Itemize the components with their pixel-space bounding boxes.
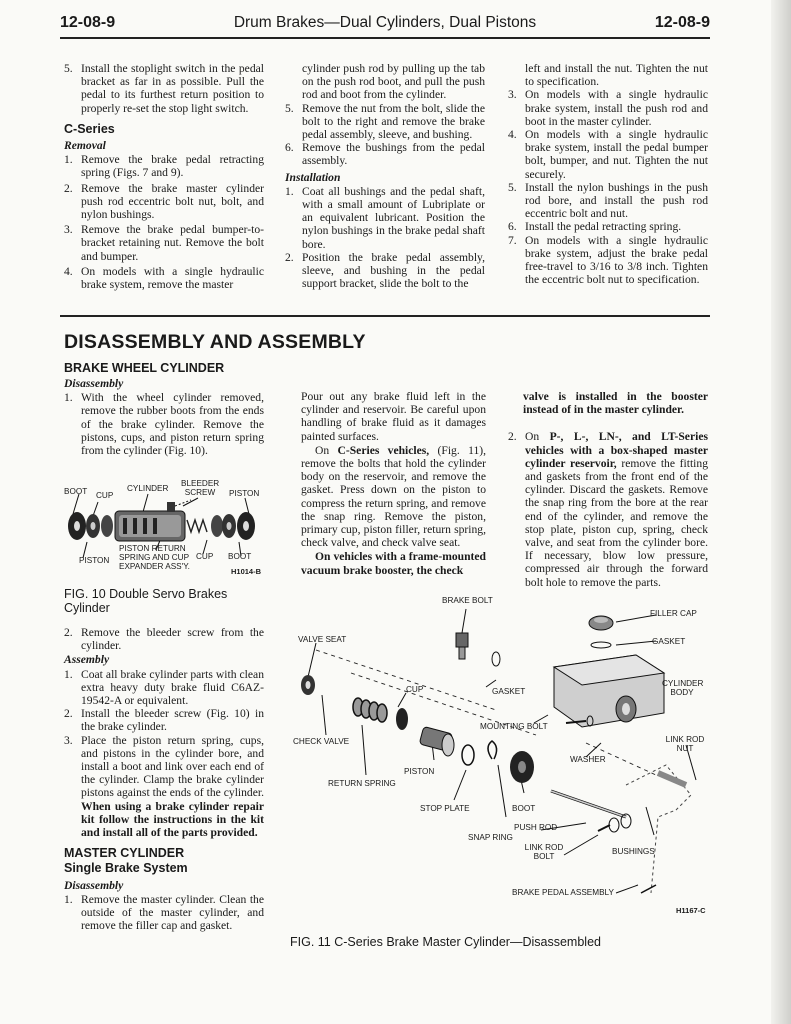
list-item: 5. Remove the nut from the bolt, slide the bolt to the right and remove the brake pedal assembly, sleeve, and bushing. bbox=[285, 101, 485, 142]
list-item: 6. Remove the bushings from the pedal assembly. bbox=[285, 141, 485, 168]
list-item: 1. Remove the master cylinder. Clean the outside of the master cylinder, and remove the filler cap and gasket. bbox=[64, 892, 264, 933]
subsection-heading: C-Series bbox=[64, 121, 115, 136]
list-item: 1. Remove the brake pedal retracting spring (Figs. 7 and 9). bbox=[64, 153, 264, 180]
label-bushings: BUSHINGS bbox=[612, 847, 655, 856]
list-item: 2. Remove the brake master cylinder push rod eccentric bolt nut, bolt, and nylon bushings. bbox=[64, 181, 264, 222]
heading-single-brake-system: Single Brake System bbox=[64, 861, 188, 876]
label-stop-plate: STOP PLATE bbox=[420, 804, 470, 813]
label-boot: BOOT bbox=[228, 552, 252, 561]
label-check-valve: CHECK VALVE bbox=[293, 737, 350, 746]
top-column-1 bbox=[64, 62, 264, 291]
label-gasket: GASKET bbox=[492, 687, 526, 696]
list-item: 3. On models with a single hydraulic brake system, install the push rod and boot in the master cylinder. bbox=[508, 88, 708, 128]
right-column bbox=[508, 390, 708, 589]
label-piston: PISTON bbox=[404, 767, 435, 776]
label-washer: WASHER bbox=[570, 755, 606, 764]
heading-wheel-cylinder: BRAKE WHEEL CYLINDER bbox=[64, 361, 225, 375]
list-item: 2. Position the brake pedal assembly, sleeve, and bushing in the pedal support bracket, slide the bolt to the bbox=[285, 250, 485, 291]
label-bleeder-screw: BLEEDER SCREW bbox=[181, 479, 220, 497]
page-number-right: 12-08-9 bbox=[654, 14, 710, 31]
page-header bbox=[60, 14, 710, 36]
label-cup: CUP bbox=[96, 491, 114, 500]
figure-code: H1014-B bbox=[231, 567, 262, 576]
list-item: 2. On P-, L-, LN-, and LT-Series vehicles with a box-shaped master cylinder reservoir, remove the fitting and gaskets from the front end of the cylinder. Discard the gaskets. Remove the snap ring from the bore at the rear end of the cylinder, and remove the stop plate, piston cup, spring, check valve, and seat from the cylinder bore. If necessary, blow low pressure, compressed air through the forward bolt hole to remove the parts. bbox=[508, 430, 708, 589]
list-item: 3. Remove the brake pedal bumper-to-bracket retaining nut. Remove the bolt and bumper. bbox=[64, 223, 264, 263]
label-filler-cap: FILLER CAP bbox=[650, 609, 697, 618]
figure-11-caption: FIG. 11 C-Series Brake Master Cylinder—Disassembled bbox=[290, 935, 601, 949]
left-column-lower bbox=[64, 626, 264, 932]
top-column-2 bbox=[285, 62, 485, 290]
paragraph: valve is installed in the booster instead of in the master cylinder. bbox=[523, 390, 708, 417]
label-cylinder-body: CYLINDER BODY bbox=[662, 679, 704, 697]
label-cup: CUP bbox=[196, 552, 214, 561]
list-item-continued: left and install the nut. Tighten the nut to specification. bbox=[525, 62, 708, 89]
figure-11-master-cylinder bbox=[286, 595, 716, 925]
left-column-upper bbox=[64, 377, 264, 457]
list-item: 2. Install the bleeder screw (Fig. 10) in the brake cylinder. bbox=[64, 707, 264, 734]
page-edge-shadow bbox=[771, 0, 791, 1024]
subheading-installation: Installation bbox=[285, 170, 341, 184]
subheading-disassembly: Disassembly bbox=[64, 377, 124, 390]
paragraph: On C-Series vehicles, (Fig. 11), remove the bolts that hold the cylinder body on the reservoir, and remove the gasket. Press down on the piston to compress the return spring, and remove the snap ring. Remove the piston, primary cup, piston filler, return spring, check valve, and check valve seat. bbox=[301, 443, 486, 550]
label-link-rod-bolt: LINK ROD BOLT bbox=[524, 843, 564, 861]
label-valve-seat: VALVE SEAT bbox=[298, 635, 347, 644]
list-item: 6. Install the pedal retracting spring. bbox=[508, 220, 682, 234]
section-title: DISASSEMBLY AND ASSEMBLY bbox=[64, 331, 366, 353]
label-return-spring: RETURN SPRING bbox=[328, 779, 396, 788]
list-item: 1. Coat all brake cylinder parts with clean extra heavy duty brake fluid C6AZ-19542-A or equivalent. bbox=[64, 667, 264, 708]
section-rule bbox=[60, 315, 710, 317]
label-brake-pedal-assembly: BRAKE PEDAL ASSEMBLY bbox=[512, 888, 614, 897]
top-column-3 bbox=[508, 62, 708, 286]
label-link-rod-nut: LINK ROD NUT bbox=[665, 735, 705, 753]
figure-10-wheel-cylinder bbox=[63, 476, 268, 586]
subheading-assembly: Assembly bbox=[64, 653, 110, 667]
figure-code: H1167-C bbox=[676, 906, 706, 915]
label-piston: PISTON bbox=[229, 489, 260, 498]
label-cylinder: CYLINDER bbox=[127, 484, 169, 493]
subheading-disassembly: Disassembly bbox=[64, 878, 124, 892]
list-item: 2. Remove the bleeder screw from the cylinder. bbox=[64, 626, 264, 653]
list-item: 1. Coat all bushings and the pedal shaft, with a small amount of Lubriplate or an equivalent lubricant. Position the nylon bushings in the brake pedal shaft bore. bbox=[285, 184, 485, 251]
list-item: 5. Install the nylon bushings in the push rod bore, and install the push rod eccentric bolt and nut. bbox=[508, 180, 708, 221]
subheading-removal: Removal bbox=[64, 139, 106, 153]
header-rule bbox=[60, 37, 710, 39]
label-boot: BOOT bbox=[512, 804, 536, 813]
label-brake-bolt: BRAKE BOLT bbox=[442, 596, 493, 605]
label-gasket: GASKET bbox=[652, 637, 686, 646]
label-cup: CUP bbox=[406, 685, 424, 694]
label-piston: PISTON bbox=[79, 556, 110, 565]
label-mounting-bolt: MOUNTING BOLT bbox=[480, 722, 548, 731]
figure-10-caption: FIG. 10 Double Servo Brakes Cylinder bbox=[64, 587, 228, 615]
paragraph: Pour out any brake fluid left in the cylinder and reservoir. Be careful upon handling of brake fluid as it damages painted surfaces. bbox=[301, 390, 486, 443]
list-item: 7. On models with a single hydraulic brake system, adjust the brake pedal free-travel to 3/16 to 3/8 inch. Tighten the eccentric bolt nut to specification. bbox=[508, 233, 708, 287]
label-boot: BOOT bbox=[64, 487, 88, 496]
list-item: 4. On models with a single hydraulic brake system, install the pedal bumper bolt, bumper, and nut. Tighten the nut securely. bbox=[508, 128, 708, 181]
list-item: 1. With the wheel cylinder removed, remove the rubber boots from the ends of the brake cylinder. Remove the pistons, cups, and piston return spring from the cylinder (Fig. 10). bbox=[64, 391, 264, 458]
header-title: Drum Brakes—Dual Cylinders, Dual Pistons bbox=[233, 14, 537, 31]
paragraph: On vehicles with a frame-mounted vacuum brake booster, the check bbox=[301, 550, 486, 577]
list-item: 3. Place the piston return spring, cups, and pistons in the cylinder bore, and install a boot and link over each end of the cylinder. Clamp the brake cylinder pistons against the ends of the cylinder. When using a brake cylinder repair kit follow the instructions in the kit and install all of the parts provided. bbox=[64, 733, 264, 840]
list-item: 4. On models with a single hydraulic brake system, remove the master bbox=[64, 264, 264, 292]
list-item-continued: cylinder push rod by pulling up the tab on the push rod boot, and pull the push rod and boot from the cylinder. bbox=[302, 62, 485, 102]
label-push-rod: PUSH ROD bbox=[514, 823, 558, 832]
middle-column bbox=[301, 390, 486, 578]
label-snap-ring: SNAP RING bbox=[468, 833, 513, 842]
label-piston-return-assembly: PISTON RETURN SPRING AND CUP EXPANDER ASS'Y. bbox=[119, 544, 190, 571]
heading-master-cylinder: MASTER CYLINDER bbox=[64, 846, 185, 861]
list-item: 5. Install the stoplight switch in the pedal bracket as far in as possible. Pull the pedal to its furthest return position to properly re-set the stop light switch. bbox=[64, 62, 264, 115]
page-number-left: 12-08-9 bbox=[60, 14, 116, 31]
